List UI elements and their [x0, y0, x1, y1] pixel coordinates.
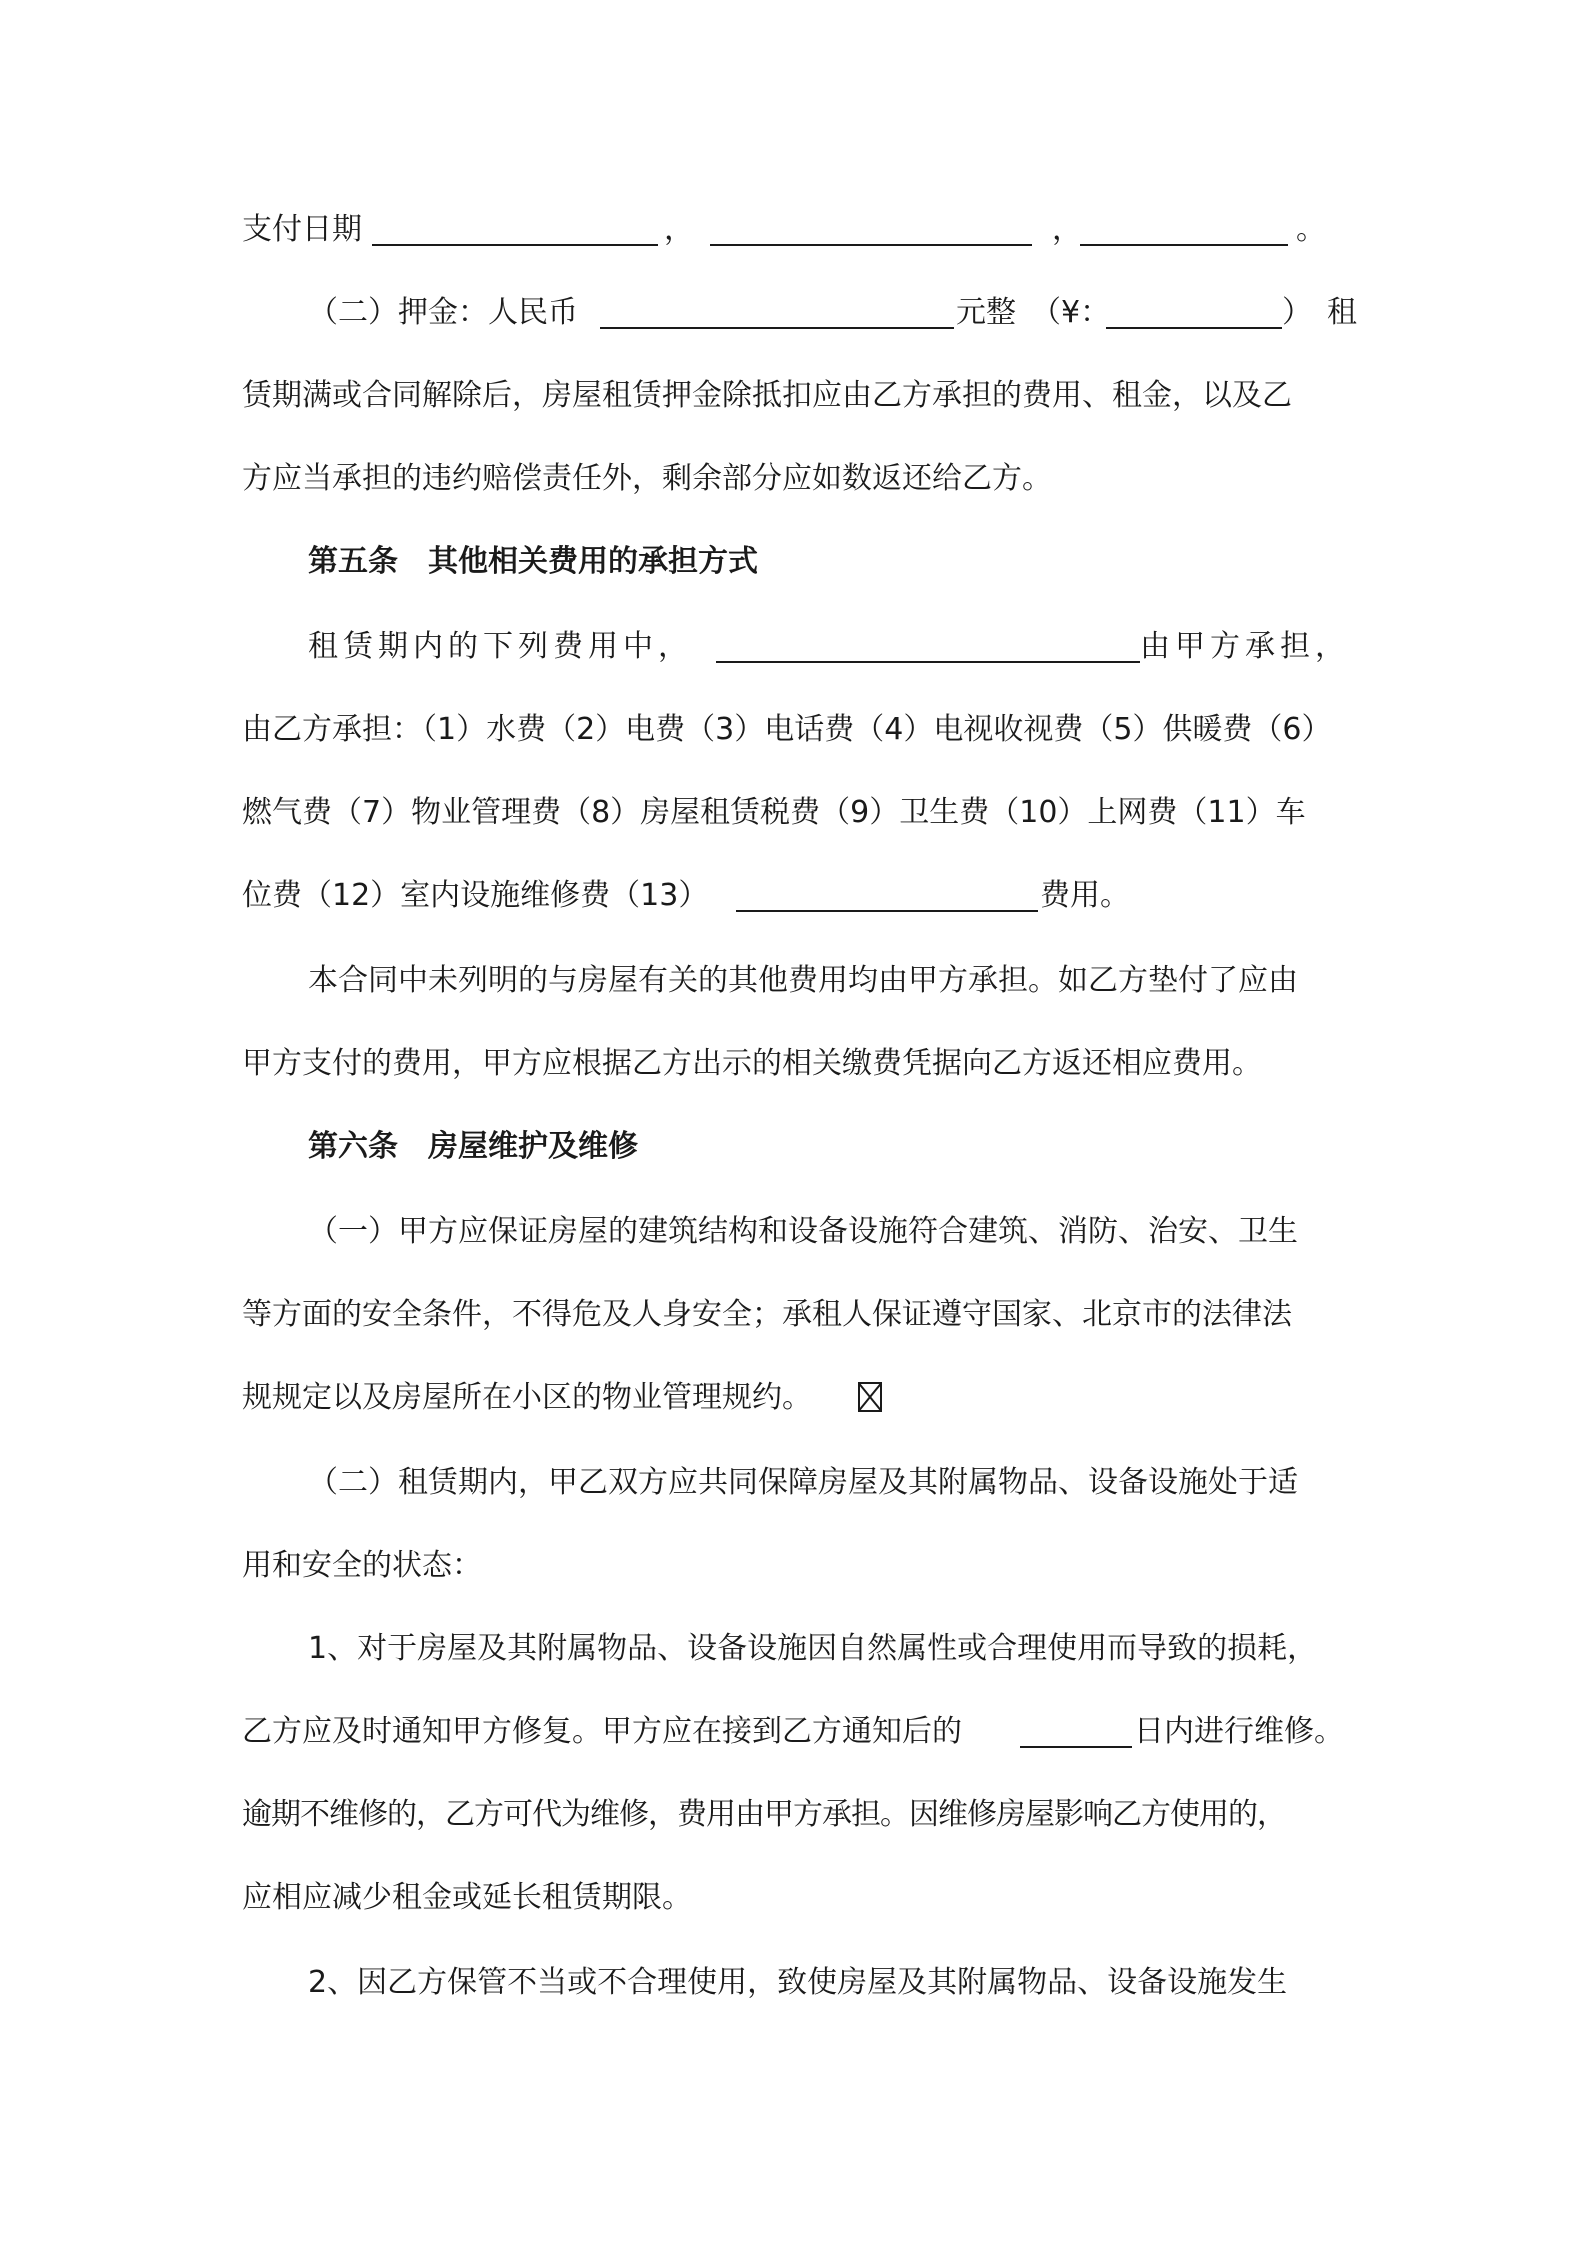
body-line: [0, 1202, 1586, 1262]
body-line: [0, 1953, 1586, 2013]
comma: ，: [1052, 212, 1082, 247]
article-6-heading: 第六条 房屋维护及维修: [308, 1129, 638, 1164]
text: 等方面的安全条件，不得危及人身安全；承租人保证遵守国家、北京市的法律法: [242, 1297, 1292, 1332]
body-line: [0, 1536, 1586, 1596]
landlord-fees-blank[interactable]: [716, 661, 1140, 663]
fee-13-blank[interactable]: [736, 910, 1038, 912]
text: 应相应减少租金或延长租赁期限。: [242, 1880, 692, 1915]
text: 租赁期内的下列费用中，: [308, 629, 693, 664]
body-line: [0, 1785, 1586, 1845]
body-line: [0, 951, 1586, 1011]
payment-date-line: [0, 200, 1586, 260]
deposit-figure-blank[interactable]: [1106, 327, 1282, 329]
text: 由甲方承担，: [1140, 629, 1350, 664]
comma: ，: [664, 212, 694, 247]
deposit-line: [0, 283, 1586, 343]
body-line: [0, 1619, 1586, 1679]
payment-date-blank-1[interactable]: [372, 244, 658, 246]
text: （二）租赁期内，甲乙双方应共同保障房屋及其附属物品、设备设施处于适: [308, 1465, 1298, 1500]
text: 方应当承担的违约赔偿责任外，剩余部分应如数返还给乙方。: [242, 461, 1052, 496]
repair-days-line: [0, 1702, 1586, 1762]
text: 赁期满或合同解除后，房屋租赁押金除抵扣应由乙方承担的费用、租金，以及乙: [242, 378, 1292, 413]
deposit-line-end: ） 租: [1282, 295, 1357, 330]
repair-days-blank[interactable]: [1020, 1746, 1132, 1748]
deposit-yuan-label: 元整 （¥：: [956, 295, 1111, 330]
deposit-label: （二）押金：人民币: [308, 295, 578, 330]
body-line: [0, 1285, 1586, 1345]
body-line: [0, 1368, 1586, 1428]
body-line: [0, 700, 1586, 760]
text: 日内进行维修。: [1134, 1714, 1344, 1749]
text: 燃气费（7）物业管理费（8）房屋租赁税费（9）卫生费（10）上网费（11）车: [242, 795, 1306, 830]
text: 本合同中未列明的与房屋有关的其他费用均由甲方承担。如乙方垫付了应由: [308, 963, 1298, 998]
body-line: [0, 366, 1586, 426]
article-5-heading: 第五条 其他相关费用的承担方式: [308, 544, 758, 579]
body-line: [0, 1868, 1586, 1928]
deposit-amount-blank[interactable]: [600, 327, 954, 329]
text: 位费（12）室内设施维修费（13）: [242, 878, 709, 913]
article-5-heading-line: [0, 532, 1586, 592]
text: 2、因乙方保管不当或不合理使用，致使房屋及其附属物品、设备设施发生: [308, 1965, 1288, 2000]
body-line: [0, 783, 1586, 843]
fees-line-13: [0, 866, 1586, 926]
body-line: [0, 1034, 1586, 1094]
text: 1、对于房屋及其附属物品、设备设施因自然属性或合理使用而导致的损耗，: [308, 1631, 1318, 1666]
text: （一）甲方应保证房屋的建筑结构和设备设施符合建筑、消防、治安、卫生: [308, 1214, 1298, 1249]
text: 规规定以及房屋所在小区的物业管理规约。: [242, 1380, 812, 1415]
fees-line: [0, 617, 1586, 677]
payment-date-label: 支付日期: [242, 212, 362, 247]
text: 费用。: [1040, 878, 1130, 913]
text: 由乙方承担：（1）水费（2）电费（3）电话费（4）电视收视费（5）供暖费（6）: [242, 712, 1332, 747]
text: 甲方支付的费用，甲方应根据乙方出示的相关缴费凭据向乙方返还相应费用。: [242, 1046, 1262, 1081]
text: 用和安全的状态：: [242, 1548, 482, 1583]
text: 逾期不维修的，乙方可代为维修，费用由甲方承担。因维修房屋影响乙方使用的，: [242, 1797, 1286, 1832]
payment-date-blank-3[interactable]: [1080, 244, 1288, 246]
body-line: [0, 449, 1586, 509]
full-stop: 。: [1296, 212, 1326, 247]
text: 乙方应及时通知甲方修复。甲方应在接到乙方通知后的: [242, 1714, 962, 1749]
missing-glyph-icon: [858, 1382, 882, 1412]
article-6-heading-line: [0, 1117, 1586, 1177]
body-line: [0, 1453, 1586, 1513]
payment-date-blank-2[interactable]: [710, 244, 1032, 246]
